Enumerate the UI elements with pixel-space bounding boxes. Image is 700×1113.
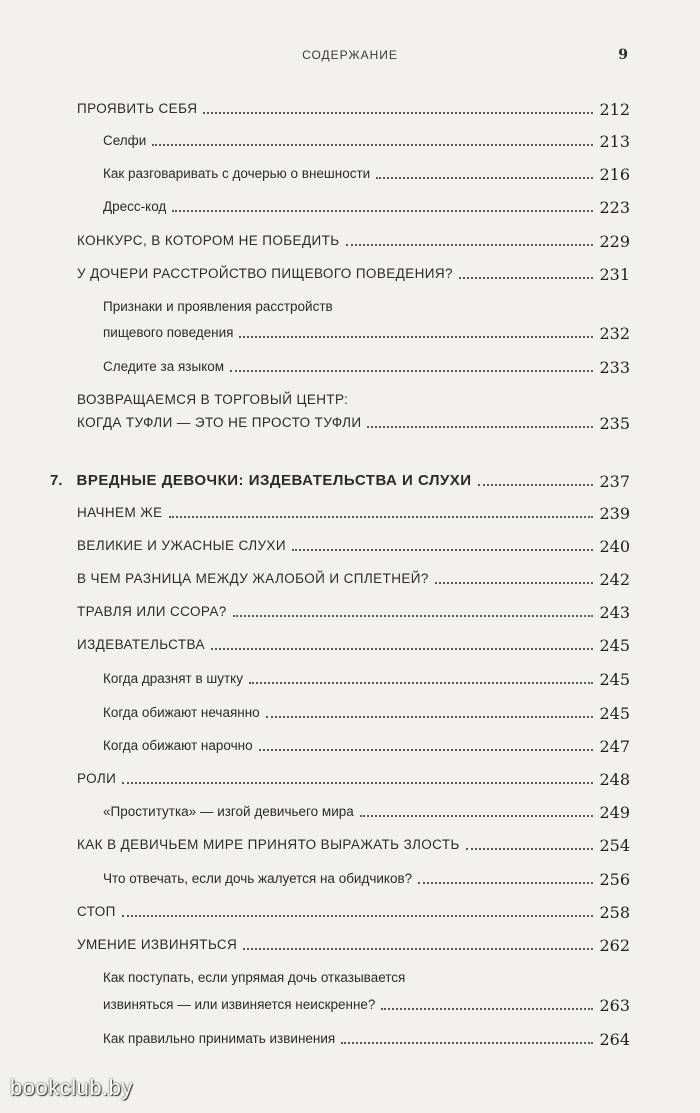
toc-entry-page: 263 [599,996,630,1015]
toc-entry [77,408,630,434]
toc-entry-title: Когда обижают нарочно [103,738,253,753]
toc-entry [103,797,630,823]
dot-leader [249,682,594,684]
toc-entry-title-line1: Как поступать, если упрямая дочь отказывается [103,970,406,985]
dot-leader [435,582,594,584]
chapter-number: 7. [50,472,63,489]
toc-entry-page: 247 [599,737,630,756]
dot-leader [346,244,594,246]
toc-entry-page: 243 [599,603,630,622]
toc-entry-page: 264 [599,1030,630,1049]
dot-leader [360,815,594,817]
toc-entry-page: 235 [599,414,630,433]
dot-leader [292,549,594,551]
toc-entry [77,597,630,623]
toc-entry [103,192,630,218]
dot-leader [203,112,593,114]
chapter-title: ВРЕДНЫЕ ДЕВОЧКИ: ИЗДЕВАТЕЛЬСТВА И СЛУХИ [76,472,472,489]
toc-entry-title: ПРОЯВИТЬ СЕБЯ [77,101,198,116]
toc-entry-page: 245 [599,704,630,723]
toc-entry [103,159,630,185]
toc-entry-page: 256 [599,870,630,889]
toc-entry-page: 245 [599,636,630,655]
toc-entry-title-line2: извиняться — или извиняется неискренне? [103,997,376,1012]
toc-entry [103,698,630,724]
toc-entry-title: Как разговаривать с дочерью о внешности [103,166,371,181]
toc-entry [103,664,630,690]
dot-leader [266,716,594,718]
toc-entry-title: Селфи [103,133,147,148]
toc-entry-title: ВЕЛИКИЕ И УЖАСНЫЕ СЛУХИ [77,538,286,553]
toc-entry-title: СТОП [77,904,116,919]
toc-entry-title: У ДОЧЕРИ РАССТРОЙСТВО ПИЩЕВОГО ПОВЕДЕНИЯ? [77,266,453,281]
toc-entry [103,864,630,890]
dot-leader [418,882,593,884]
toc-entry-page: 239 [599,504,630,523]
toc-entry-page: 231 [599,265,630,284]
toc-entry-page: 242 [599,570,630,589]
dot-leader [459,277,594,279]
dot-leader [233,615,594,617]
toc-entry [77,498,630,524]
toc-chapter-entry [50,466,630,492]
toc-entry [77,897,630,923]
dot-leader [381,1008,593,1010]
toc-entry [77,531,630,557]
toc-entry-page: 237 [599,472,630,491]
toc-entry-title: УМЕНИЕ ИЗВИНЯТЬСЯ [77,937,238,952]
toc-entry-page: 254 [599,836,630,855]
toc-entry-title-line1: Признаки и проявления расстройств [103,299,333,314]
toc-entry-title: Когда обижают нечаянно [103,705,260,720]
toc-entry-title: «Проститутка» — изгой девичьего мира [103,804,354,819]
dot-leader [478,484,594,486]
dot-leader [122,782,593,784]
toc-entry-title: Дресс-код [103,199,167,214]
toc-entry [103,126,630,152]
dot-leader [243,948,593,950]
toc-entry-page: 216 [599,165,630,184]
toc-entry [77,226,630,252]
toc-entry [77,764,630,790]
toc-entry-title: КАК В ДЕВИЧЬЕМ МИРЕ ПРИНЯТО ВЫРАЖАТЬ ЗЛОСТЬ [77,837,460,852]
dot-leader [341,1042,593,1044]
dot-leader [230,370,593,372]
dot-leader [367,426,593,428]
toc-entry [77,830,630,856]
toc-entry [77,259,630,285]
toc-entry-title: ИЗДЕВАТЕЛЬСТВА [77,637,205,652]
toc-entry-page: 240 [599,537,630,556]
toc-entry-page: 262 [599,936,630,955]
dot-leader [376,177,593,179]
toc-entry-title: ТРАВЛЯ ИЛИ ССОРА? [77,604,227,619]
site-watermark: bookclub.by [10,1075,133,1100]
toc-entry [103,352,630,378]
toc-entry-page: 249 [599,803,630,822]
toc-entry-title: Следите за языком [103,359,225,374]
dot-leader [122,915,594,917]
toc-entry [103,318,630,344]
toc-entry-title: Когда дразнят в шутку [103,671,243,686]
toc-entry [103,990,630,1016]
toc-entry-title-line2: КОГДА ТУФЛИ — ЭТО НЕ ПРОСТО ТУФЛИ [77,415,362,430]
page-number: 9 [618,47,628,63]
toc-entry-page: 233 [599,358,630,377]
dot-leader [152,144,593,146]
toc-entry-title-line1: ВОЗВРАЩАЕМСЯ В ТОРГОВЫЙ ЦЕНТР: [77,392,349,407]
toc-entry [77,630,630,656]
dot-leader [211,648,594,650]
toc-entry-title: РОЛИ [77,771,117,786]
dot-leader [172,210,593,212]
toc-entry-page: 232 [599,324,630,343]
toc-entry-title: В ЧЕМ РАЗНИЦА МЕЖДУ ЖАЛОБОЙ И СПЛЕТНЕЙ? [77,571,429,586]
toc-entry [103,1024,630,1050]
dot-leader [466,848,594,850]
toc-entry-page: 229 [599,232,630,251]
toc-entry-title: КОНКУРС, В КОТОРОМ НЕ ПОБЕДИТЬ [77,233,340,248]
running-head: СОДЕРЖАНИЕ [302,48,398,62]
toc-entry-page: 223 [599,198,630,217]
toc-entry-title: Как правильно принимать извинения [103,1031,336,1046]
toc-entry-page: 245 [599,670,630,689]
toc-entry-page: 212 [599,100,630,119]
toc-entry-page: 248 [599,770,630,789]
toc-entry-title: Что отвечать, если дочь жалуется на обидчиков? [103,871,413,886]
toc-entry [103,731,630,757]
toc-entry-page: 213 [599,132,630,151]
toc-entry-page: 258 [599,903,630,922]
toc-entry-title: НАЧНЕМ ЖЕ [77,505,163,520]
toc-entry-title-line2: пищевого поведения [103,325,234,340]
dot-leader [169,516,594,518]
dot-leader [259,749,594,751]
toc-entry [77,564,630,590]
dot-leader [239,336,593,338]
toc-entry [77,94,630,120]
toc-entry [77,930,630,956]
